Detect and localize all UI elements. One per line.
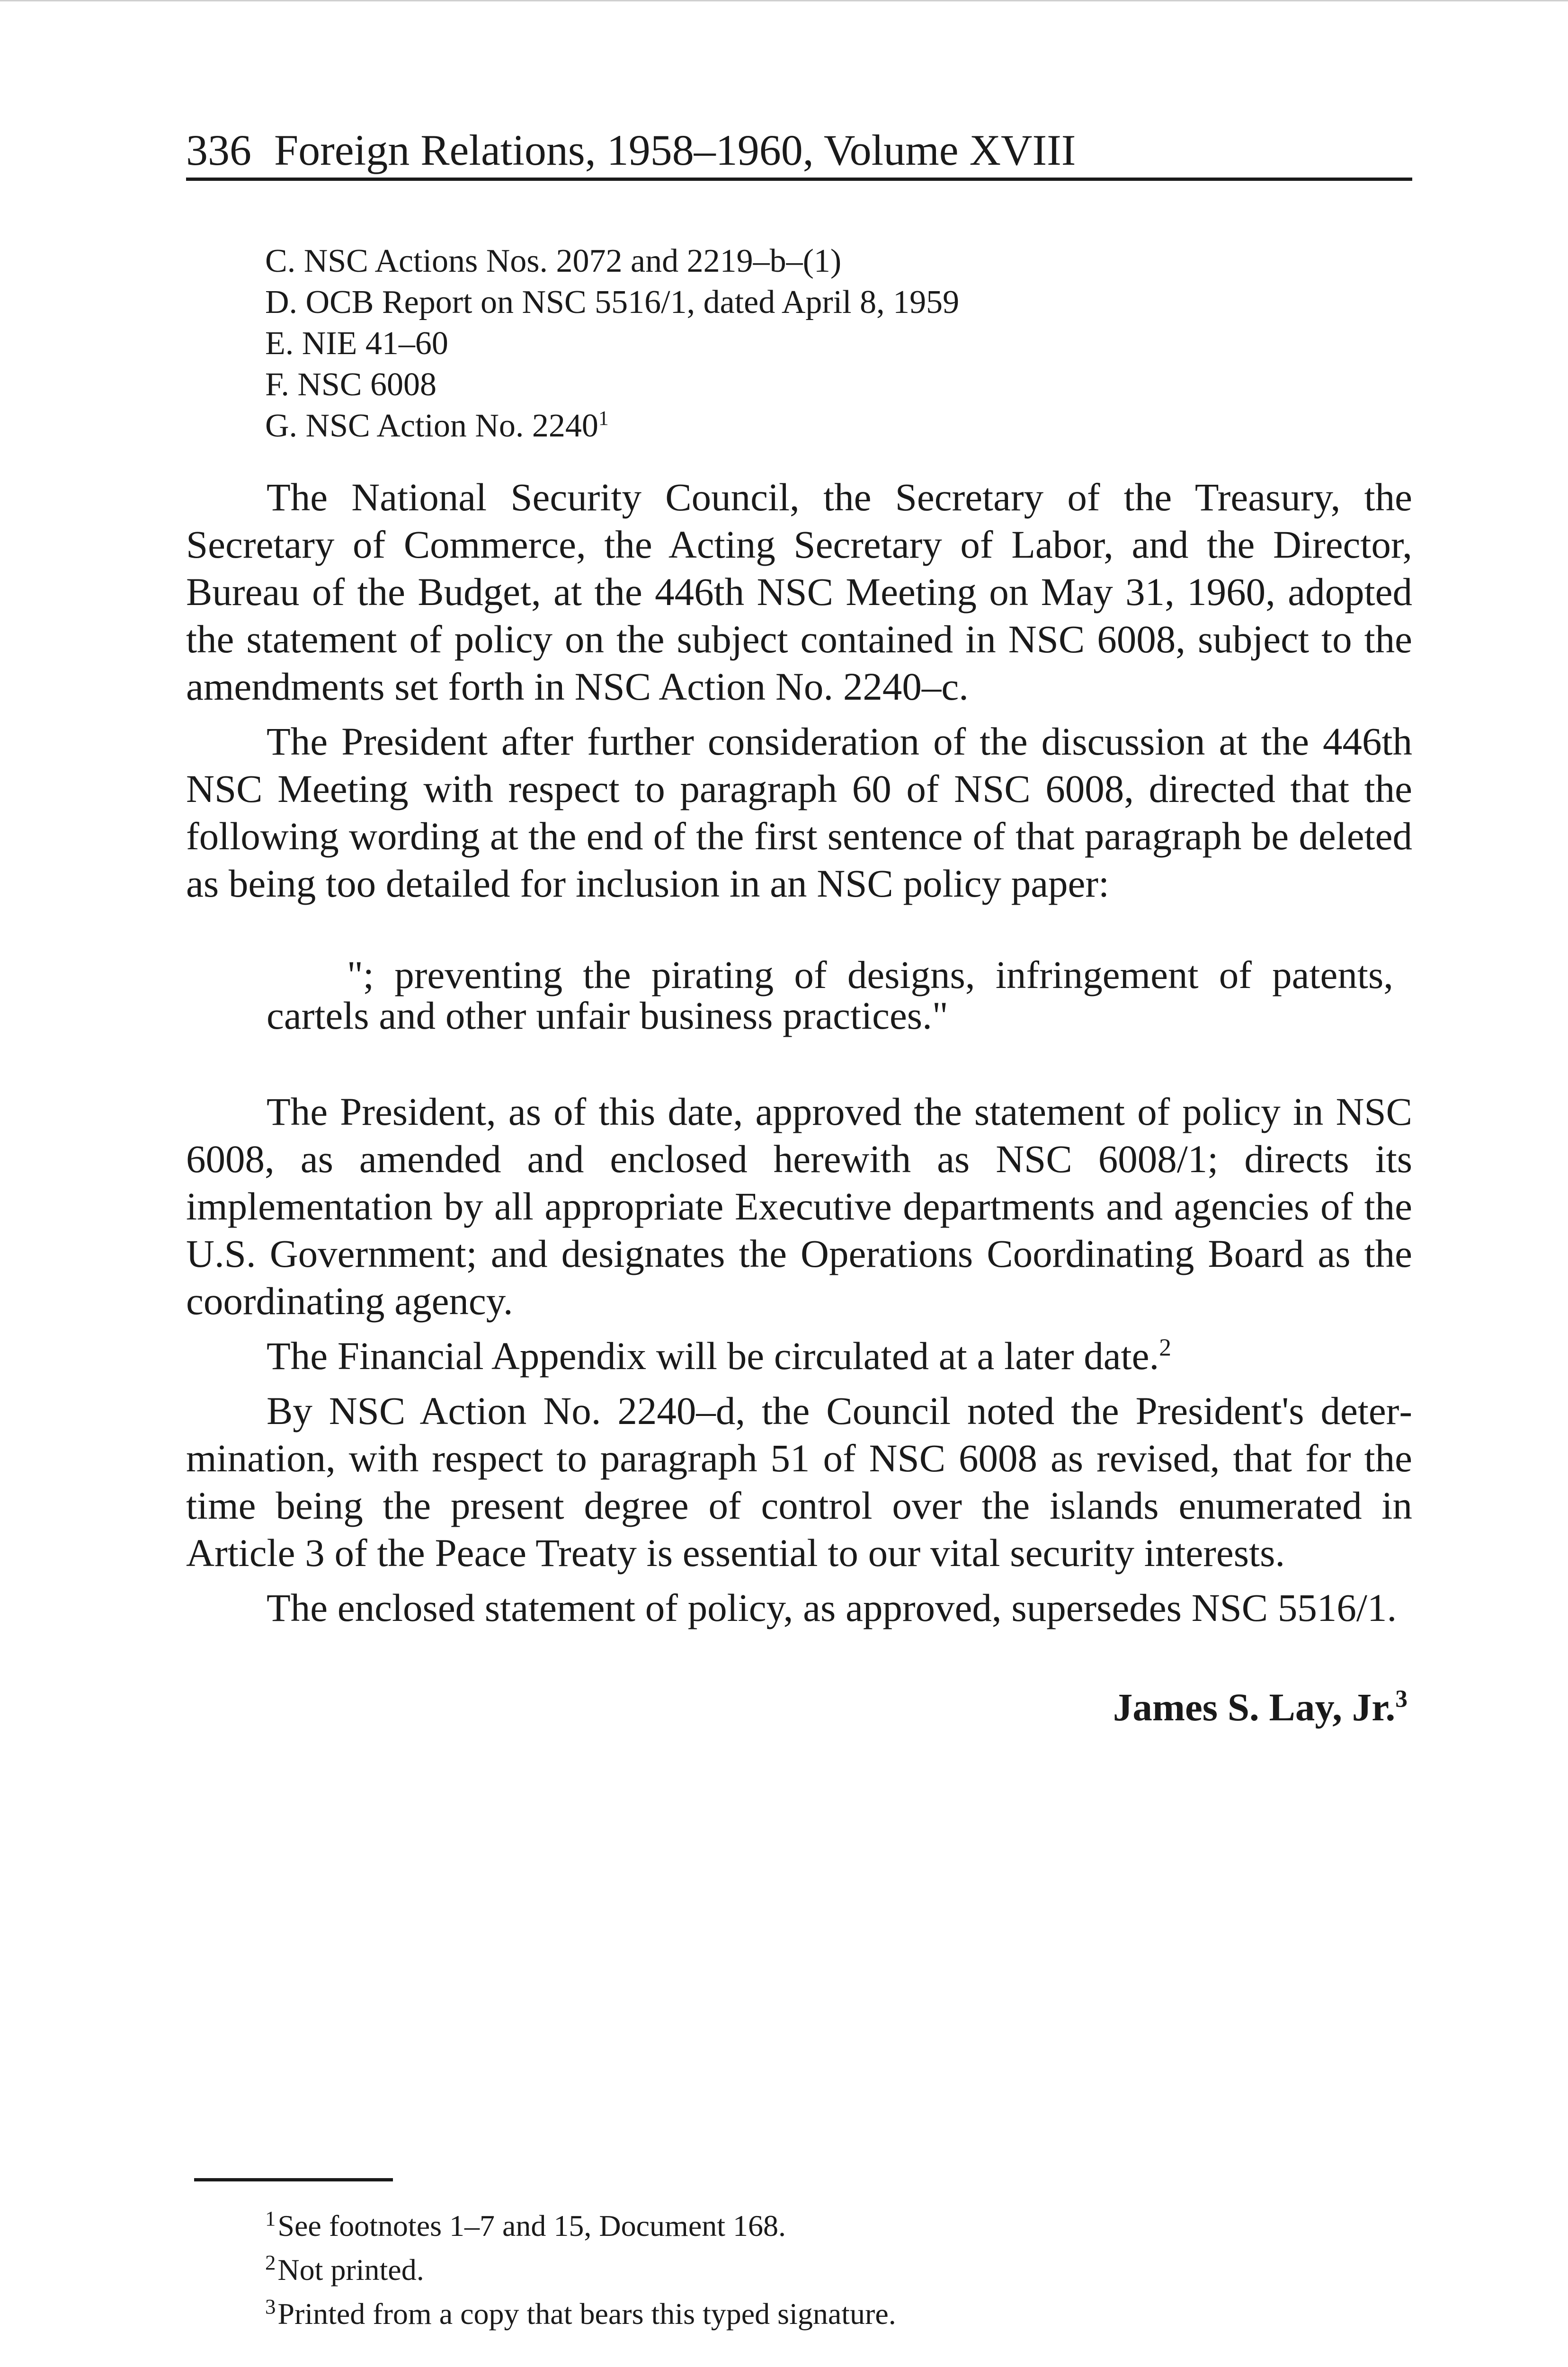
reference-item: D. OCB Report on NSC 5516/1, dated April 8, 1959 <box>265 284 960 320</box>
paragraph-financial-appendix: The Financial Appendix will be circulated at a later date.$^2$ <box>267 1334 1171 1378</box>
footnotes <box>265 2204 1354 2336</box>
quoted-deleted-wording: "; preventing the pirating of designs, infringement of patents, cartels and other unfair business practices." <box>267 953 1393 1037</box>
reference-list <box>265 240 1354 446</box>
header-rule <box>186 178 1412 181</box>
signature: James S. Lay, Jr.$^3$ <box>1113 1685 1408 1729</box>
page-top-edge <box>0 0 1568 1</box>
footnote-rule <box>194 2178 393 2181</box>
footnote-ref-3: 3 <box>1395 1685 1408 1713</box>
paragraph-approval: The President, as of this date, approved the statement of policy in NSC 6008, as amended and enclosed herewith as NSC 6008/1; directs its implementation by all appropriate Executive departments and agencies of the U.S. Government; and designates the Operations Coordinating Board as the coordinating agency. <box>186 1090 1412 1323</box>
reference-item: C. NSC Actions Nos. 2072 and 2219–b–(1) <box>265 243 842 279</box>
reference-item: E. NIE 41–60 <box>265 325 448 362</box>
volume-title: Foreign Relations, 1958–1960, Volume XVIII <box>274 126 1076 174</box>
running-header <box>186 124 1412 176</box>
paragraph-supersedes: The enclosed statement of policy, as approved, supersedes NSC 5516/1. <box>267 1586 1397 1629</box>
footnote-ref-1: 1 <box>598 407 609 430</box>
reference-item: F. NSC 6008 <box>265 366 437 403</box>
paragraph-president-deletion: The President after further consideration of the discussion at the 446th NSC Meeting with respect to paragraph 60 of NSC 6008, directed that the following wording at the end of the first sentence of that paragraph be deleted as being too detailed for inclusion in an NSC policy paper: <box>186 720 1412 905</box>
paragraph-adoption: The National Security Council, the Secretary of the Treasury, the Secretary of Commerce, the Acting Secretary of Labor, and the Director, Bureau of the Budget, at the 446th NSC Meeting on May 31, 1960, adopted the statement of policy on the subject contained in NSC 6008, subject to the amendments set forth in NSC Action No. 2240–c. <box>186 475 1412 708</box>
footnote: $^3$Printed from a copy that bears this typed signature. <box>265 2294 896 2331</box>
reference-item: G. NSC Action No. 2240$^1$ <box>265 407 609 444</box>
paragraph-council-noted: By NSC Action No. 2240–d, the Council noted the President's determination, with respect to paragraph 51 of NSC 6008 as revised, that for the time being the present degree of control over the islands enumerated in Article 3 of the Peace Treaty is essential to our vital security interests. <box>186 1389 1412 1575</box>
footnote-ref-2: 2 <box>1159 1334 1171 1361</box>
footnote: $^1$See footnotes 1–7 and 15, Document 168. <box>265 2206 786 2242</box>
footnote: $^2$Not printed. <box>265 2250 424 2287</box>
page-number: 336 <box>186 126 251 174</box>
body-text <box>186 473 1412 1731</box>
